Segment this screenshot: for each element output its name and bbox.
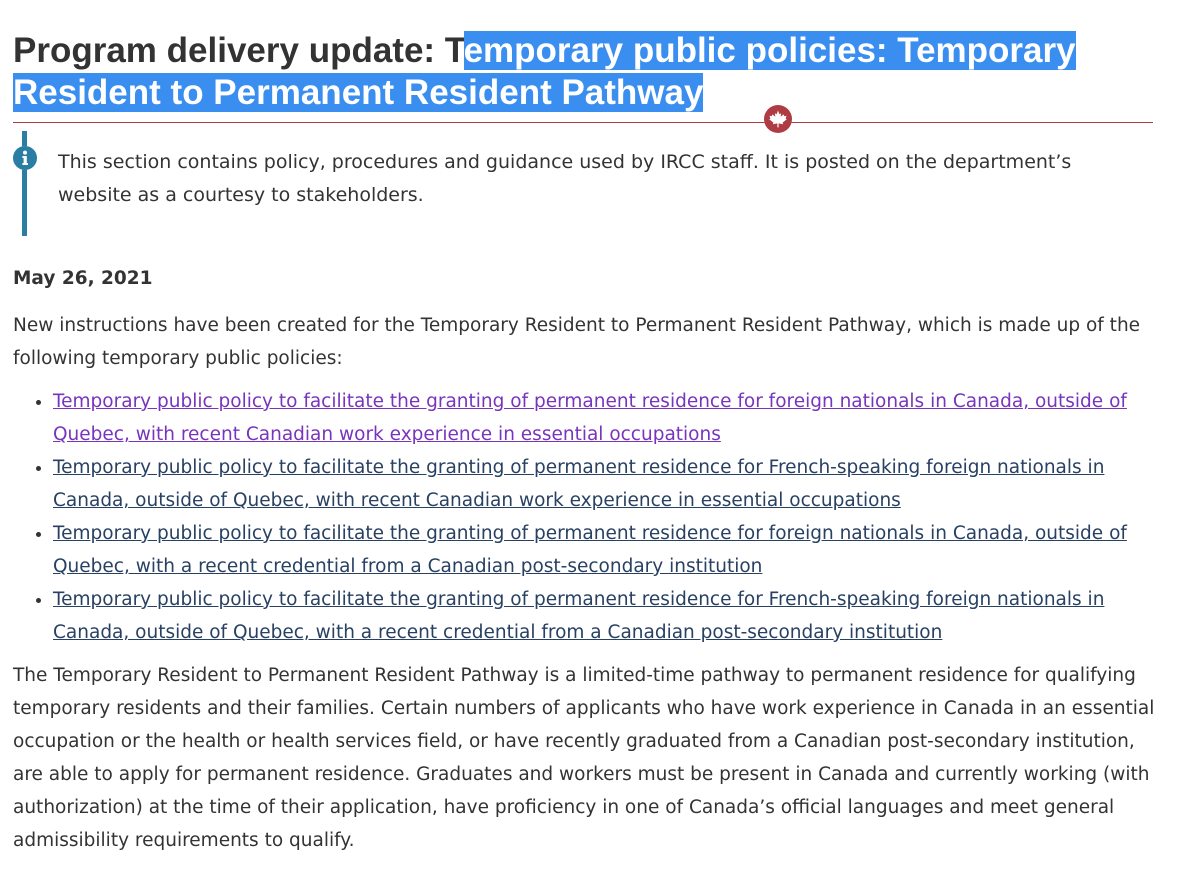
list-item xyxy=(53,517,1158,583)
publication-date: May 26, 2021 xyxy=(13,268,153,289)
intro-paragraph: New instructions have been created for the Temporary Resident to Permanent Resident Pathway, which is made up of the following temporary public policies: xyxy=(13,315,1141,369)
page-title-selected-text-line2[interactable]: Resident to Permanent Resident Pathway xyxy=(13,73,704,112)
title-divider xyxy=(13,122,1153,123)
policy-link[interactable]: Temporary public policy to facilitate the granting of permanent residence for foreign nationals in Canada, outside of Quebec, with recent Canadian work experience in essential occupations xyxy=(53,391,1127,445)
policy-link[interactable]: Temporary public policy to facilitate the granting of permanent residence for French-speaking foreign nationals in Canada, outside of Quebec, with a recent credential from a Canadian post-secondary institution xyxy=(53,589,1105,643)
pathway-description: The Temporary Resident to Permanent Resident Pathway is a limited-time pathway to permanent residence for qualifying temporary residents and their families. Certain numbers of applicants who have work experience in Canada in an essential occupation or the health or health services field, or have recently graduated from a Canadian post-secondary institution, are able to apply for permanent residence. Graduates and workers must be present in Canada and currently working (with authorization) at the time of their application, have proficiency in one of Canada’s official languages and meet general admissibility requirements to qualify. xyxy=(13,665,1155,851)
policy-list xyxy=(13,385,1158,649)
info-icon xyxy=(13,146,37,170)
list-item xyxy=(53,451,1158,517)
page-title xyxy=(13,30,1158,114)
maple-leaf-icon xyxy=(764,105,792,133)
main-content xyxy=(13,30,1158,857)
notice-text: This section contains policy, procedures and guidance used by IRCC staff. It is posted on the department’s website as a courtesy to stakeholders. xyxy=(58,151,1072,206)
info-notice xyxy=(13,131,1158,236)
list-item xyxy=(53,385,1158,451)
policy-link[interactable]: Temporary public policy to facilitate the granting of permanent residence for French-speaking foreign nationals in Canada, outside of Quebec, with recent Canadian work experience in essential occupations xyxy=(53,457,1105,511)
policy-link[interactable]: Temporary public policy to facilitate the granting of permanent residence for foreign nationals in Canada, outside of Quebec, with a recent credential from a Canadian post-secondary institution xyxy=(53,523,1127,577)
page-title-prefix: Program delivery update: T xyxy=(13,31,464,70)
page-title-selected-text[interactable]: emporary public policies: Temporary xyxy=(463,31,1076,70)
list-item xyxy=(53,583,1158,649)
